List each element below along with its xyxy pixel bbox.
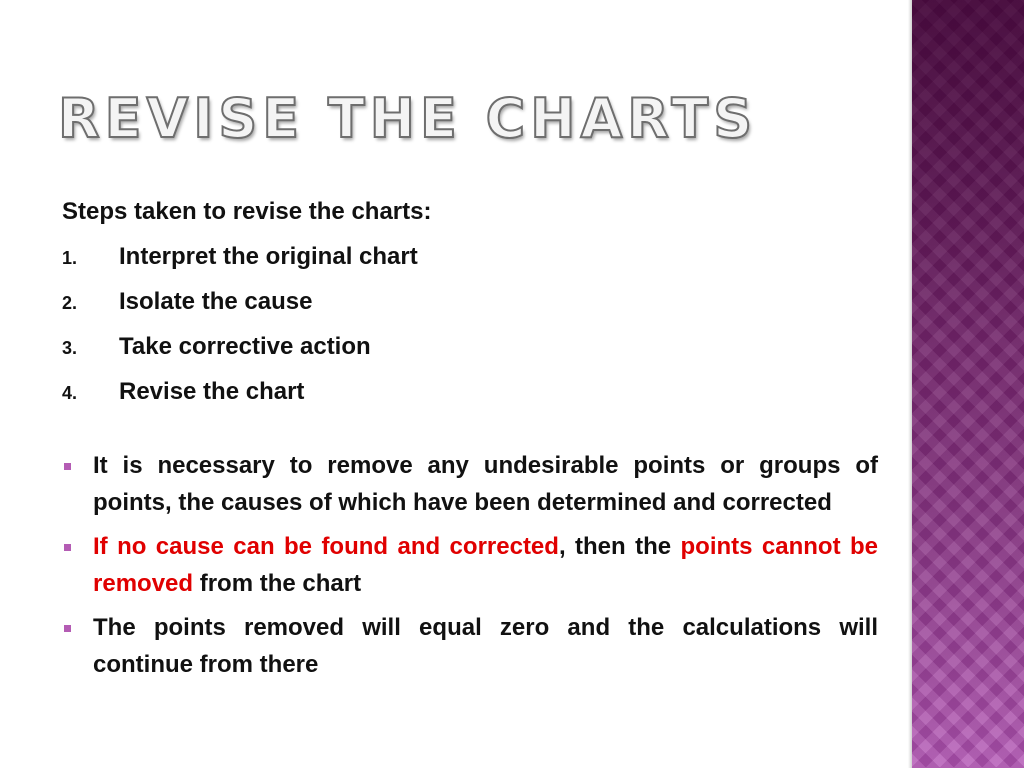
note-text-part: The points removed will equal zero and the calculations will continue from there — [93, 614, 878, 678]
note-text-part: , then the — [558, 533, 681, 560]
step-item — [62, 369, 878, 414]
note-item — [62, 610, 878, 683]
square-bullet-icon — [64, 625, 71, 632]
steps-list — [62, 234, 878, 414]
step-number: 2. — [62, 293, 78, 313]
square-bullet-icon — [64, 544, 71, 551]
step-item — [62, 324, 878, 369]
square-bullet-icon — [64, 463, 71, 470]
step-number: 1. — [62, 248, 78, 268]
notes-list — [62, 448, 878, 683]
note-highlight-text: points cannot be removed — [93, 533, 878, 597]
step-text: Take corrective action — [119, 333, 371, 360]
note-text-part: It is necessary to remove any undesirable points or groups of points, the causes of which have been determined and corrected — [93, 452, 878, 516]
step-text: Isolate the cause — [119, 288, 313, 315]
slide-title: REVISE THE CHARTS — [58, 87, 758, 150]
step-number: 4. — [62, 383, 78, 403]
decorative-side-band — [912, 0, 1024, 768]
step-text: Interpret the original chart — [119, 243, 418, 270]
note-highlight-text: If no cause can be found and corrected — [93, 533, 559, 560]
slide-body — [62, 190, 878, 678]
note-item — [62, 448, 878, 521]
step-number: 3. — [62, 338, 78, 358]
step-item — [62, 234, 878, 279]
note-text-part: from the chart — [193, 569, 362, 597]
steps-intro: Steps taken to revise the charts: — [62, 198, 432, 225]
step-item — [62, 279, 878, 324]
step-text: Revise the chart — [119, 378, 305, 405]
note-item — [62, 529, 878, 602]
